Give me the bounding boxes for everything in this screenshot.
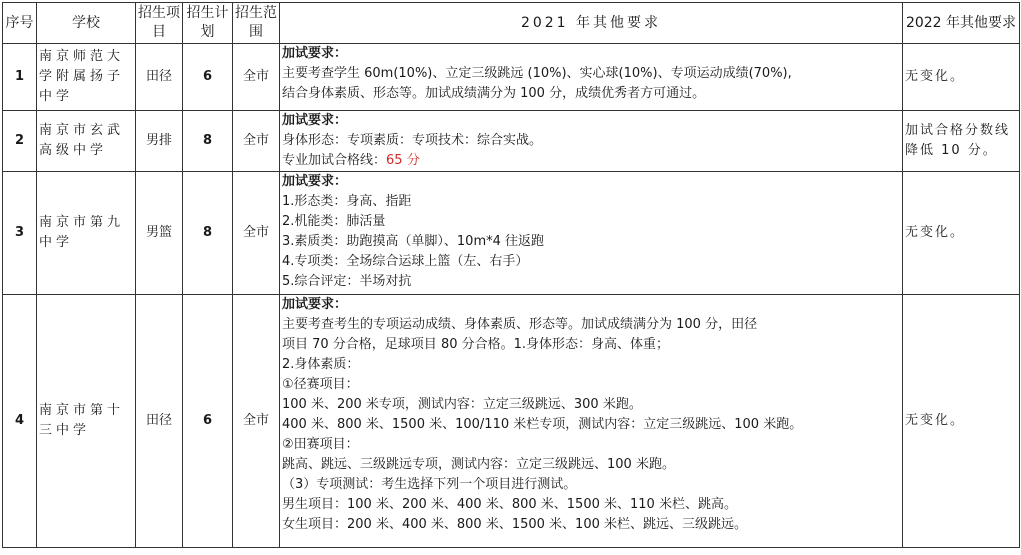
req-title: 加试要求： xyxy=(282,113,348,128)
req-line: （3）专项测试：考生选择下列一个项目进行测试。 xyxy=(282,477,577,492)
row-scope: 全市 xyxy=(233,111,280,172)
req-title: 加试要求： xyxy=(282,174,348,189)
admission-table xyxy=(2,2,1020,548)
row-req-2022: 无变化。 xyxy=(903,295,1020,548)
req-line: ①径赛项目： xyxy=(282,377,359,392)
row-scope: 全市 xyxy=(233,44,280,111)
row-project: 男篮 xyxy=(136,172,183,295)
req-pass-value: 65 分 xyxy=(386,153,420,168)
row-school: 南京师范大学附属扬子中学 xyxy=(37,44,136,111)
row-school: 南京市第九中学 xyxy=(37,172,136,295)
table-header-row xyxy=(3,3,1020,44)
req-line: ②田赛项目： xyxy=(282,437,359,452)
req-line: 主要考查考生的专项运动成绩、身体素质、形态等。加试成绩满分为 100 分，田径 xyxy=(282,317,758,332)
row-req-2022: 无变化。 xyxy=(903,44,1020,111)
row-project: 田径 xyxy=(136,44,183,111)
header-scope: 招生范围 xyxy=(233,3,280,44)
table-row xyxy=(3,44,1020,111)
row-scope: 全市 xyxy=(233,295,280,548)
req-title: 加试要求： xyxy=(282,297,348,312)
req-pass-label: 专业加试合格线： xyxy=(282,153,387,168)
row-plan: 6 xyxy=(183,44,233,111)
header-plan: 招生计划 xyxy=(183,3,233,44)
req-pass-line xyxy=(282,151,900,171)
req-line: 男生项目：100 米、200 米、400 米、800 米、1500 米、110 米栏、跳高。 xyxy=(282,497,737,512)
req-line: 项目 70 分合格，足球项目 80 分合格。1.身体形态：身高、体重； xyxy=(282,337,670,352)
row-seq: 3 xyxy=(3,172,37,295)
header-req-2022: 2022 年其他要求 xyxy=(903,3,1020,44)
table-row xyxy=(3,295,1020,548)
header-project: 招生项目 xyxy=(136,3,183,44)
table-row xyxy=(3,172,1020,295)
req-line: 5.综合评定：半场对抗 xyxy=(282,274,412,289)
row-school: 南京市第十三中学 xyxy=(37,295,136,548)
row-req-2021 xyxy=(280,172,903,295)
row-req-2021 xyxy=(280,111,903,172)
row-req-2022: 加试合格分数线降低 10 分。 xyxy=(903,111,1020,172)
req-line: 2.机能类：肺活量 xyxy=(282,214,386,229)
row-plan: 8 xyxy=(183,111,233,172)
req-title: 加试要求： xyxy=(282,46,348,61)
req-line: 身体形态：专项素质：专项技术：综合实战。 xyxy=(282,133,543,148)
row-seq: 2 xyxy=(3,111,37,172)
req-line: 400 米、800 米、1500 米、100/110 米栏专项，测试内容：立定三级跳远、100 米跑。 xyxy=(282,417,803,432)
req-line: 女生项目：200 米、400 米、800 米、1500 米、100 米栏、跳远、三级跳远。 xyxy=(282,517,747,532)
table-row xyxy=(3,111,1020,172)
req-line: 100 米、200 米专项，测试内容：立定三级跳远、300 米跑。 xyxy=(282,397,642,412)
row-req-2022: 无变化。 xyxy=(903,172,1020,295)
header-req-2021: 2021 年其他要求 xyxy=(280,3,903,44)
req-line: 1.形态类：身高、指距 xyxy=(282,194,412,209)
header-school: 学校 xyxy=(37,3,136,44)
row-project: 田径 xyxy=(136,295,183,548)
header-seq: 序号 xyxy=(3,3,37,44)
req-line: 跳高、跳远、三级跳远专项，测试内容：立定三级跳远、100 米跑。 xyxy=(282,457,675,472)
req-line: 4.专项类：全场综合运球上篮（左、右手） xyxy=(282,254,529,269)
req-line: 主要考查学生 60m(10%)、立定三级跳远 (10%)、实心球(10%)、专项运动成绩(70%), xyxy=(282,66,792,81)
req-line: 2.身体素质： xyxy=(282,357,360,372)
row-req-2021 xyxy=(280,295,903,548)
row-project: 男排 xyxy=(136,111,183,172)
row-plan: 6 xyxy=(183,295,233,548)
row-req-2021 xyxy=(280,44,903,111)
row-seq: 1 xyxy=(3,44,37,111)
row-school: 南京市玄武高级中学 xyxy=(37,111,136,172)
req-line: 3.素质类：助跑摸高（单脚）、10m*4 往返跑 xyxy=(282,234,545,249)
row-plan: 8 xyxy=(183,172,233,295)
req-line: 结合身体素质、形态等。加试成绩满分为 100 分，成绩优秀者方可通过。 xyxy=(282,86,706,101)
row-seq: 4 xyxy=(3,295,37,548)
row-scope: 全市 xyxy=(233,172,280,295)
